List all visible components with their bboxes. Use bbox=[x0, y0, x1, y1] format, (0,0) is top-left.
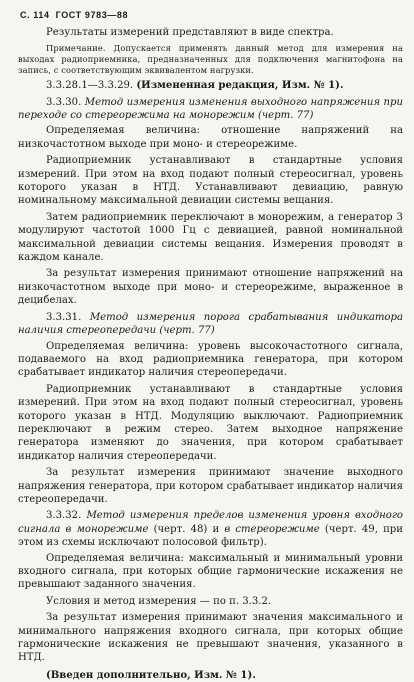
section-figure-ref-48: (черт. 48) и bbox=[153, 523, 220, 535]
paragraph-quantity-3-3-32: Определяемая величина: максимальный и минимальный уровни входного сигнала, при которых общие гармонические искажения не превышают заданного значения. bbox=[18, 552, 403, 591]
paragraph-results-spectrum: Результаты измерений представляют в виде спектра. bbox=[46, 27, 334, 38]
paragraph-quantity-3-3-30: Определяемая величина: отношение напряжений на низкочастотном выходе при моно- и стереорежиме. bbox=[18, 125, 403, 150]
section-number: 3.3.30. bbox=[46, 96, 82, 108]
paragraph-result-3-3-31: За результат измерения принимают значение выходного напряжения генератора, при котором срабатывает индикатор наличия стереопередачи. bbox=[18, 467, 403, 505]
page-number: С. 114 bbox=[20, 10, 50, 20]
standard-code: ГОСТ 9783—88 bbox=[55, 10, 129, 20]
amendment-introduced-note: (Введен дополнительно, Изм. № 1). bbox=[46, 669, 256, 681]
section-3-3-31-heading bbox=[18, 311, 403, 338]
section-figure-ref: (черт. 77) bbox=[159, 325, 215, 337]
paragraph-conditions-3-3-32: Условия и метод измерения — по п. 3.3.2. bbox=[46, 595, 272, 607]
paragraph-result-3-3-30: За результат измерения принимают отношение напряжений на низкочастотном выходе при моно- и стереорежиме, выраженное в децибелах. bbox=[18, 268, 403, 307]
section-3-3-28-amendment bbox=[18, 79, 403, 92]
section-number: 3.3.31. bbox=[46, 311, 82, 323]
paragraph-setup-3-3-31: Радиоприемник устанавливают в стандартные условия измерений. При этом на вход подают полный стереосигнал, уровень которого указан в НТД. Модуляцию выключают. Радиоприемник переключают в режим стерео. Затем выходное напряжение генератора изменяют до значения, при котором срабатывает индикатор наличия стереопередачи. bbox=[18, 383, 403, 462]
section-3-3-32-heading bbox=[18, 509, 403, 549]
page-header bbox=[20, 8, 403, 22]
section-title: Метод измерения порога срабатывания индикатора наличия стереопередачи bbox=[18, 311, 403, 337]
section-title-mono: Метод измерения пределов изменения уровня входного сигнала в монорежиме bbox=[18, 510, 404, 535]
section-number: 3.3.32. bbox=[46, 510, 82, 522]
amendment-note: (Измененная редакция, Изм. № 1). bbox=[136, 80, 344, 92]
paragraph-setup-3-3-30: Радиоприемник устанавливают в стандартные условия измерений. При этом на вход подают полный стереосигнал, уровень которого указан в НТД. Устанавливают девиацию, равную номинальному максимальной девиации системы вещания. bbox=[18, 155, 403, 207]
paragraph-mono-switch: Затем радиоприемник переключают в монорежим, а генератор 3 модулируют частотой 1000 Гц с девиацией, равной номинальной максимальной девиации системы вещания. Измерения проводят в каждом канале. bbox=[18, 211, 403, 264]
section-title-stereo: в стереорежиме bbox=[224, 523, 320, 535]
section-3-3-30-heading bbox=[18, 96, 403, 123]
section-title: Метод измерения изменения выходного напряжения при переходе со стереорежима на монорежим bbox=[18, 96, 403, 121]
document-page bbox=[18, 8, 403, 682]
note-paragraph: Примечание. Допускается применять данный метод для измерения на выходах радиоприемника, предназначенных для подключения магнитофона на запись, с соответствующим эквивалентом нагрузки. bbox=[18, 43, 403, 75]
paragraph-result-3-3-32: За результат измерения принимают значения максимального и минимального напряжения входного сигнала, при которых общие гармонические искажения не превышают значения, указанного в НТД. bbox=[18, 612, 403, 664]
section-number: 3.3.28.1—3.3.29. bbox=[46, 80, 134, 92]
section-figure-ref: (черт. 77) bbox=[257, 110, 314, 121]
paragraph-quantity-3-3-31: Определяемая величина: уровень высокочастотного сигнала, подаваемого на вход радиоприемника генератора, при котором срабатывает индикатор наличия стереопередачи. bbox=[18, 340, 403, 379]
section-figure-ref-49: (черт. 49, при этом из схемы исключают полосовой фильтр). bbox=[18, 523, 403, 549]
